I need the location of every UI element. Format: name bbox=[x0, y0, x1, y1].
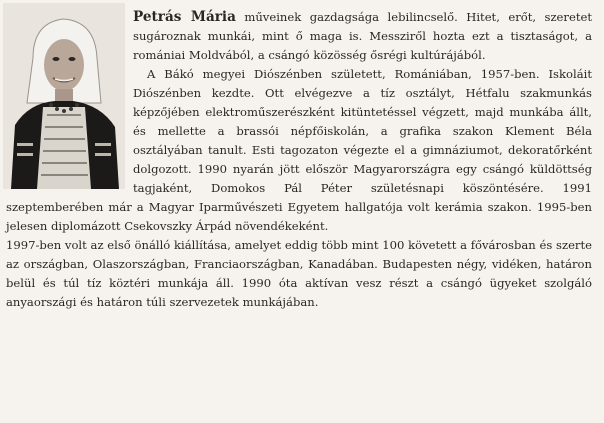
biography-paragraph: A Bákó megyei Diószénben született, Romániában, 1957-ben. Iskoláit Diószénben kezdte. Ott elvégezve a tíz osztályt, Hétfalu szakmunkás képzőjében elektroműszerészként kitüntetéssel végzett, majd munkába állt, és mellette a brassói népfőiskolán, a grafika szakon Klement Béla osztályában tanult. Esti tagozaton végezte el a gimnáziumot, dekoratőrként dolgozott. 1990 nyarán jött először Magyarországra egy csángó küldöttség tagjaként, Domokos Pál Péter születésnapi köszöntésére. 1991 szeptemberében már a Magyar Iparművészeti Egyetem hallgatója volt kerámia szakon. 1995-ben jelesen diplomázott Csekovszky Árpád növendékeként. bbox=[6, 67, 592, 233]
exhibitions-paragraph: 1997-ben volt az első önálló kiállítása, amelyet eddig több mint 100 követett a fővárosban és szerte az országban, Olaszországban, Franciaországban, Kanadában. Budapesten négy, vidéken, határon belül és túl tíz köztéri munkája áll. 1990 óta aktívan vesz részt a csángó ügyeket szolgáló anyaországi és határon túli szervezetek munkájában. bbox=[6, 238, 592, 309]
intro-text: műveinek gazdagsága lebilincselő. Hitet, erőt, szeretet sugároznak munkái, mint ő maga is. Messziről hozta ezt a tisztaságot, a romániai Moldvából, a csángó közösség ősrégi kultúrájából. bbox=[133, 10, 592, 62]
artist-name: Petrás Mária bbox=[133, 9, 236, 25]
biography-text bbox=[6, 8, 592, 312]
